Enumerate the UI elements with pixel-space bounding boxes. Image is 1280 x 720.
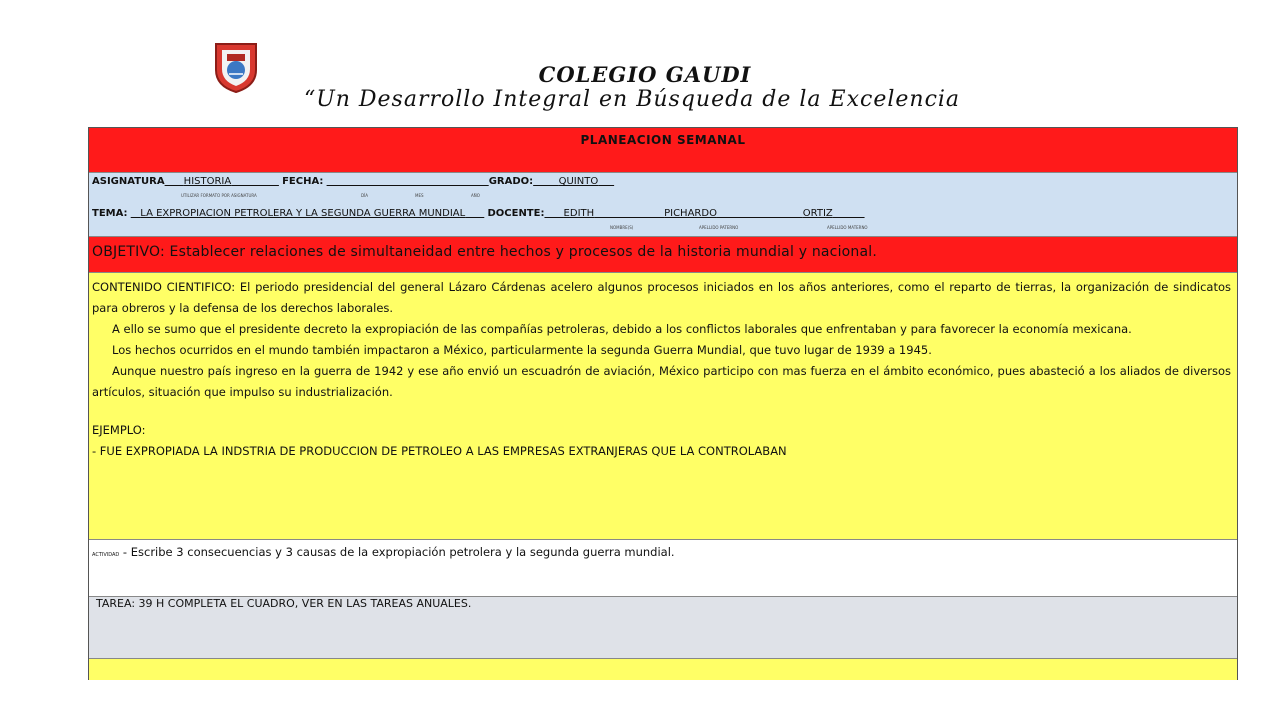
grado-value: QUINTO xyxy=(558,176,599,187)
tarea-text: TAREA: 39 H COMPLETA EL CUADRO, VER EN LAS TAREAS ANUALES. xyxy=(96,597,472,610)
info-row xyxy=(89,173,1237,237)
actividad-line xyxy=(92,545,675,559)
school-motto: “Un Desarrollo Integral en Búsqueda de la Excelencia xyxy=(303,87,961,112)
hint-asignatura: UTILIZAR FORMATO POR ASIGNATURA xyxy=(181,193,257,198)
actividad-row xyxy=(89,540,1237,597)
hint-nombre: NOMBRE(S) xyxy=(610,225,634,230)
actividad-text: - Escribe 3 consecuencias y 3 causas de la expropiación petrolera y la segunda guerra mundial. xyxy=(119,545,675,559)
fecha-label: FECHA: xyxy=(282,176,324,187)
info-line-1 xyxy=(92,176,614,187)
info-line-2 xyxy=(92,208,865,219)
actividad-label: ACTIVIDAD xyxy=(92,552,120,558)
hint-paterno: APELLIDO PATERNO xyxy=(699,225,739,230)
fecha-value xyxy=(327,176,489,187)
objetivo-text: OBJETIVO: Establecer relaciones de simultaneidad entre hechos y procesos de la historia mundial y nacional. xyxy=(92,244,878,260)
grado-label: GRADO: xyxy=(488,176,534,187)
hint-mes: MES xyxy=(415,193,424,198)
title-row xyxy=(89,128,1237,173)
objetivo-row xyxy=(89,237,1237,273)
asignatura-label: ASIGNATURA xyxy=(92,176,165,187)
contenido-paragraph-4: Aunque nuestro país ingreso en la guerra de 1942 y ese año envió un escuadrón de aviación, México participo con mas fuerza en el ámbito económico, pues abasteció a los aliados de diversos artículos, situación que impulso su industrialización. xyxy=(92,364,1231,399)
tema-label: TEMA: xyxy=(92,208,128,219)
ejemplo-item: - FUE EXPROPIADA LA INDSTRIA DE PRODUCCION DE PETROLEO A LAS EMPRESAS EXTRANJERAS QUE LA CONTROLABAN xyxy=(92,444,787,458)
contenido-paragraph-2: A ello se sumo que el presidente decreto la expropiación de las compañías petroleras, debido a los conflictos laborales que enfrentaban y para favorecer la economía mexicana. xyxy=(112,322,1132,336)
asignatura-value: HISTORIA xyxy=(183,176,232,187)
school-name: COLEGIO GAUDI xyxy=(538,62,752,87)
tema-value: LA EXPROPIACION PETROLERA Y LA SEGUNDA GUERRA MUNDIAL xyxy=(140,208,466,219)
hint-dia: DÍA xyxy=(361,193,368,198)
hint-anio: AÑO xyxy=(471,193,480,198)
weekly-plan-sheet xyxy=(88,127,1238,680)
plan-title: PLANEACION SEMANAL xyxy=(580,133,746,147)
docente-value: EDITH PICHARDO ORTIZ xyxy=(563,208,833,219)
ejemplo-label: EJEMPLO: xyxy=(92,423,146,437)
footer-row xyxy=(89,659,1237,680)
contenido-body xyxy=(92,277,1231,462)
tarea-row xyxy=(89,597,1237,659)
contenido-row xyxy=(89,273,1237,540)
contenido-paragraph-1: CONTENIDO CIENTIFICO: El periodo presidencial del general Lázaro Cárdenas acelero algunos procesos iniciados en los años anteriores, como el reparto de tierras, la organización de sindicatos para obreros y la defensa de los derechos laborales. xyxy=(92,280,1231,315)
contenido-paragraph-3: Los hechos ocurridos en el mundo también impactaron a México, particularmente la segunda Guerra Mundial, que tuvo lugar de 1939 a 1945. xyxy=(112,343,932,357)
hint-materno: APELLIDO MATERNO xyxy=(827,225,868,230)
docente-label: DOCENTE: xyxy=(487,208,545,219)
